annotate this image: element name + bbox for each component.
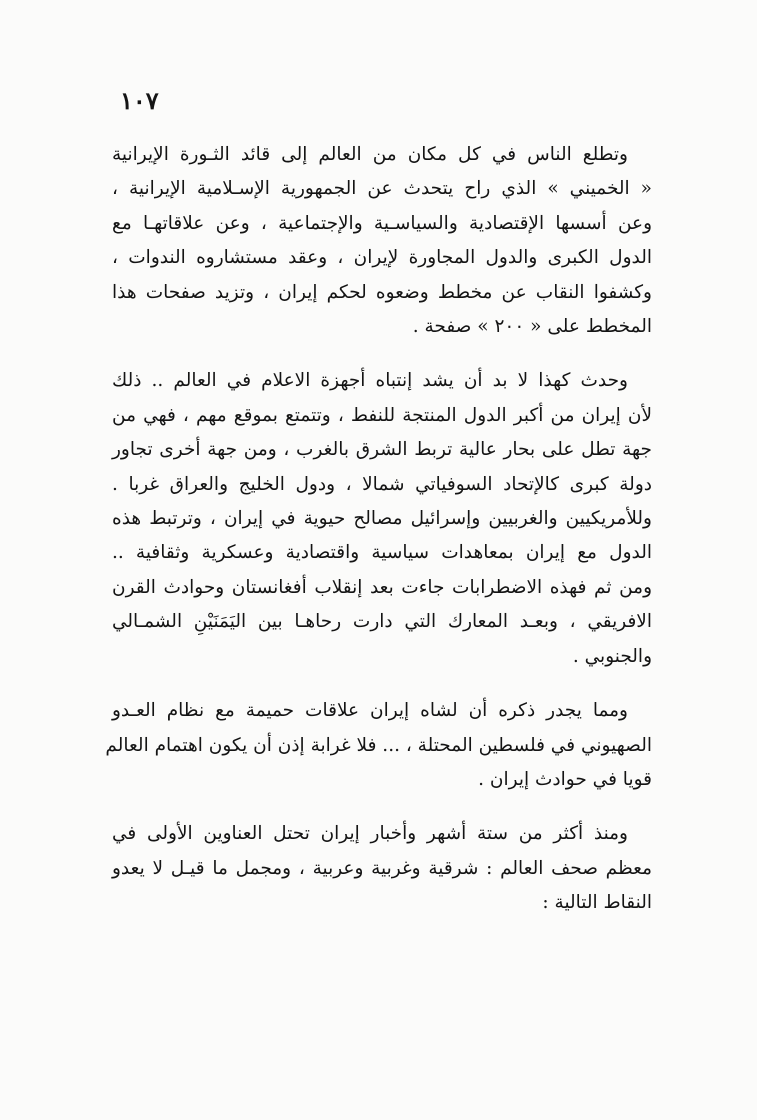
text-line: وعن أسسها الإقتصادية والسياسـية والإجتماعية ، وعن علاقاتهـا مع xyxy=(112,212,652,234)
text-line: قويا في حوادث إيران . xyxy=(478,768,652,790)
text-line: المخطط على « ٢٠٠ » صفحة . xyxy=(412,316,652,338)
text-line: ومن ثم فهذه الاضطرابات جاءت بعد إنقلاب أفغانستان وحوادث القرن xyxy=(112,576,652,598)
paragraph-2 xyxy=(112,364,652,674)
text-line: النقاط التالية : xyxy=(542,892,652,914)
text-line: جهة تطل على بحار عالية تربط الشرق بالغرب ، ومن جهة أخرى تجاور xyxy=(112,439,652,461)
text-line: الدول مع إيران بمعاهدات سياسية واقتصادية وعسكرية وثقافية .. xyxy=(112,542,652,564)
text-line: وحدث كهذا لا بد أن يشد إنتباه أجهزة الاعلام في العالم .. ذلك xyxy=(112,370,628,392)
text-line: الدول الكبرى والدول المجاورة لإيران ، وعقد مستشاروه الندوات ، xyxy=(112,247,652,269)
text-line: وللأمريكيين والغربيين وإسرائيل مصالح حيوية في إيران ، وترتبط هذه xyxy=(112,508,652,530)
page-number: ١٠٧ xyxy=(120,86,159,115)
paragraph-3 xyxy=(105,694,652,797)
text-line: الصهيوني في فلسطين المحتلة ، ... فلا غرابة إذن أن يكون اهتمام العالم xyxy=(105,734,652,756)
paragraph-1 xyxy=(112,138,652,344)
text-line: وتطلع الناس في كل مكان من العالم إلى قائد الثـورة الإيرانية xyxy=(112,144,628,165)
text-line: والجنوبي . xyxy=(572,645,652,667)
text-line: معظم صحف العالم : شرقية وغربية وعربية ، ومجمل ما قيـل لا يعدو xyxy=(112,857,652,879)
text-line: « الخميني » الذي راح يتحدث عن الجمهورية الإسـلامية الإيرانية ، xyxy=(112,178,652,200)
text-line: دولة كبرى كالإتحاد السوفياتي شمالا ، ودول الخليج والعراق غربا . xyxy=(112,473,652,495)
text-line: ومما يجدر ذكره أن لشاه إيران علاقات حميمة مع نظام العـدو xyxy=(112,700,628,722)
text-line: لأن إيران من أكبر الدول المنتجة للنفط ، وتتمتع بموقع مهم ، فهي من xyxy=(112,404,652,426)
body-text xyxy=(105,138,652,921)
text-line: ومنذ أكثر من ستة أشهر وأخبار إيران تحتل العناوين الأولى في xyxy=(112,823,628,845)
paragraph-4 xyxy=(112,817,652,920)
text-line: وكشفوا النقاب عن مخطط وضعوه لحكم إيران ، وتزيد صفحات هذا xyxy=(112,281,652,303)
text-line: الافريقي ، وبعـد المعارك التي دارت رحاهـا بين اليَمَنَيْنِ الشمـالي xyxy=(112,611,652,633)
